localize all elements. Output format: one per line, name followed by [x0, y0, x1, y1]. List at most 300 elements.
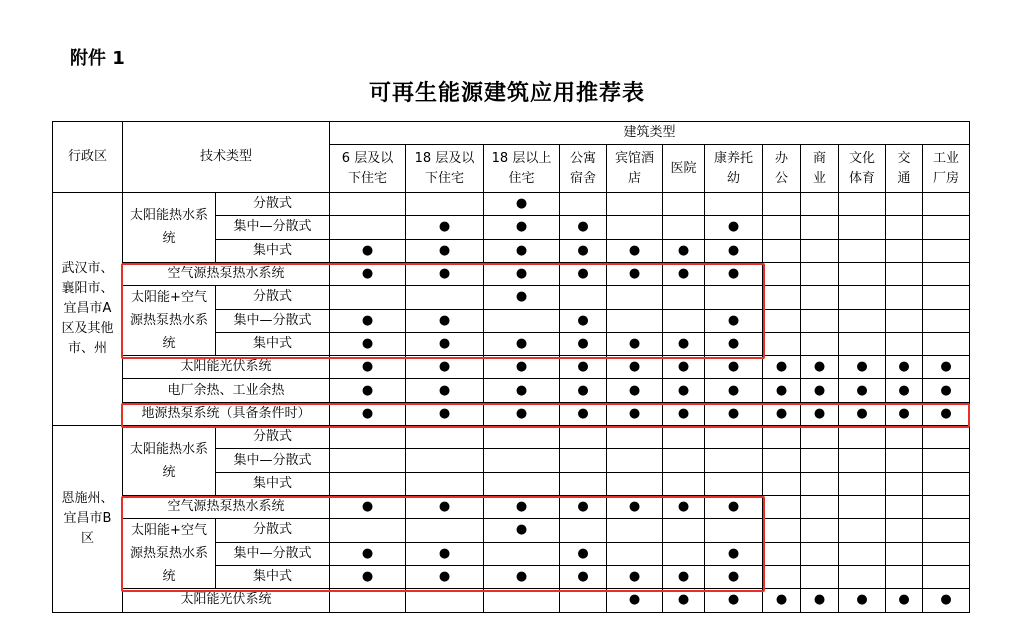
mark-cell [839, 193, 886, 216]
table-row [53, 379, 970, 402]
mark-cell [763, 472, 801, 495]
recommended-dot: ● [628, 569, 641, 585]
mark-cell [839, 239, 886, 262]
recommended-dot: ● [856, 405, 868, 421]
mark-cell [560, 402, 607, 425]
mark-cell [406, 239, 484, 262]
recommended-dot: ● [727, 219, 740, 235]
mark-cell [607, 309, 663, 332]
mark-cell [484, 565, 560, 588]
mark-cell [801, 495, 839, 518]
mark-cell [839, 216, 886, 239]
mark-cell [663, 262, 705, 285]
recommended-dot: ● [940, 382, 952, 398]
recommended-dot: ● [775, 359, 788, 375]
mark-cell [406, 472, 484, 495]
recommended-dot: ● [628, 336, 641, 352]
table-row [53, 519, 970, 542]
recommended-dot: ● [775, 592, 788, 608]
recommended-dot: ● [577, 545, 589, 561]
recommended-dot: ● [515, 499, 528, 515]
recommended-dot: ● [775, 382, 788, 398]
mark-cell [663, 332, 705, 355]
tech-group-cell: 太阳能热水系统 [123, 193, 216, 263]
mark-cell [763, 519, 801, 542]
header-tech-type: 技术类型 [123, 122, 330, 193]
recommended-dot: ● [515, 336, 528, 352]
recommended-dot: ● [628, 592, 641, 608]
column-header-7: 康养托幼 [705, 145, 763, 193]
mark-cell [663, 379, 705, 402]
mark-cell [763, 565, 801, 588]
recommended-dot: ● [515, 289, 528, 305]
mark-cell [763, 262, 801, 285]
mark-cell [607, 286, 663, 309]
recommended-dot: ● [361, 242, 374, 258]
recommended-dot: ● [438, 499, 451, 515]
recommended-dot: ● [515, 405, 528, 421]
mark-cell [406, 356, 484, 379]
recommended-dot: ● [577, 382, 589, 398]
mark-cell [886, 472, 923, 495]
recommended-dot: ● [361, 545, 374, 561]
recommended-dot: ● [727, 382, 740, 398]
mark-cell [484, 193, 560, 216]
mark-cell [406, 542, 484, 565]
mark-cell [484, 519, 560, 542]
column-header-10: 文化体育 [839, 145, 886, 193]
recommended-dot: ● [813, 405, 826, 421]
recommended-dot: ● [677, 405, 690, 421]
mark-cell [801, 286, 839, 309]
recommended-dot: ● [515, 266, 528, 282]
mark-cell [923, 565, 970, 588]
mark-cell [705, 472, 763, 495]
mark-cell [330, 519, 406, 542]
mark-cell [705, 193, 763, 216]
mark-cell [886, 402, 923, 425]
mark-cell [607, 216, 663, 239]
tech-subtype-cell: 分散式 [216, 426, 330, 449]
mark-cell [607, 332, 663, 355]
mark-cell [607, 356, 663, 379]
mark-cell [705, 565, 763, 588]
recommended-dot: ● [677, 336, 690, 352]
recommended-dot: ● [438, 359, 451, 375]
recommended-dot: ● [577, 405, 589, 421]
tech-label-cell: 电厂余热、工业余热 [123, 379, 330, 402]
mark-cell [607, 519, 663, 542]
mark-cell [923, 542, 970, 565]
recommended-dot: ● [515, 569, 528, 585]
mark-cell [560, 309, 607, 332]
mark-cell [801, 402, 839, 425]
mark-cell [801, 426, 839, 449]
mark-cell [801, 262, 839, 285]
mark-cell [560, 519, 607, 542]
mark-cell [560, 379, 607, 402]
mark-cell [801, 356, 839, 379]
mark-cell [801, 472, 839, 495]
mark-cell [484, 589, 560, 612]
tech-subtype-cell: 集中式 [216, 472, 330, 495]
mark-cell [839, 495, 886, 518]
recommended-dot: ● [856, 382, 868, 398]
mark-cell [663, 495, 705, 518]
mark-cell [484, 472, 560, 495]
mark-cell [839, 426, 886, 449]
recommended-dot: ● [515, 196, 528, 212]
mark-cell [801, 332, 839, 355]
recommended-dot: ● [677, 569, 690, 585]
mark-cell [886, 262, 923, 285]
page-title: 可再生能源建筑应用推荐表 [368, 80, 645, 106]
recommended-dot: ● [515, 522, 528, 538]
mark-cell [330, 309, 406, 332]
recommended-dot: ● [628, 499, 641, 515]
table-row [53, 495, 970, 518]
recommended-dot: ● [577, 242, 589, 258]
recommended-dot: ● [898, 382, 910, 398]
column-header-2: 18 层及以下住宅 [406, 145, 484, 193]
recommended-dot: ● [361, 266, 374, 282]
region-cell: 恩施州、宜昌市B区 [53, 426, 123, 612]
mark-cell [923, 309, 970, 332]
mark-cell [560, 495, 607, 518]
mark-cell [484, 426, 560, 449]
recommended-dot: ● [898, 405, 910, 421]
mark-cell [886, 542, 923, 565]
mark-cell [330, 565, 406, 588]
mark-cell [663, 565, 705, 588]
mark-cell [886, 519, 923, 542]
recommended-dot: ● [727, 592, 740, 608]
tech-label-cell: 太阳能光伏系统 [123, 589, 330, 612]
mark-cell [607, 193, 663, 216]
mark-cell [923, 426, 970, 449]
mark-cell [663, 356, 705, 379]
mark-cell [484, 402, 560, 425]
recommended-dot: ● [438, 266, 451, 282]
recommended-dot: ● [361, 569, 374, 585]
table-row [53, 426, 970, 449]
mark-cell [886, 565, 923, 588]
mark-cell [484, 542, 560, 565]
mark-cell [923, 286, 970, 309]
recommended-dot: ● [677, 266, 690, 282]
mark-cell [663, 519, 705, 542]
recommended-dot: ● [727, 359, 740, 375]
recommended-dot: ● [361, 312, 374, 328]
mark-cell [560, 332, 607, 355]
mark-cell [560, 216, 607, 239]
column-header-5: 宾馆酒店 [607, 145, 663, 193]
mark-cell [663, 239, 705, 262]
recommended-dot: ● [577, 219, 589, 235]
mark-cell [607, 565, 663, 588]
table-row [53, 589, 970, 612]
recommended-dot: ● [898, 359, 910, 375]
mark-cell [484, 286, 560, 309]
mark-cell [923, 262, 970, 285]
mark-cell [330, 262, 406, 285]
mark-cell [801, 519, 839, 542]
column-header-9: 商业 [801, 145, 839, 193]
mark-cell [839, 332, 886, 355]
recommended-dot: ● [438, 312, 451, 328]
mark-cell [663, 309, 705, 332]
recommended-dot: ● [813, 359, 826, 375]
mark-cell [484, 216, 560, 239]
mark-cell [607, 542, 663, 565]
table-row [53, 286, 970, 309]
recommended-dot: ● [813, 592, 826, 608]
table-row [53, 193, 970, 216]
tech-label-cell: 空气源热泵热水系统 [123, 262, 330, 285]
mark-cell [763, 449, 801, 472]
tech-subtype-cell: 集中式 [216, 565, 330, 588]
column-header-8: 办公 [763, 145, 801, 193]
mark-cell [886, 286, 923, 309]
mark-cell [406, 426, 484, 449]
recommended-dot: ● [727, 242, 740, 258]
mark-cell [560, 565, 607, 588]
recommended-dot: ● [361, 359, 374, 375]
header-building-types: 建筑类型 [330, 122, 970, 145]
recommendation-table [52, 121, 970, 613]
tech-label-cell: 空气源热泵热水系统 [123, 495, 330, 518]
tech-subtype-cell: 集中—分散式 [216, 542, 330, 565]
recommended-dot: ● [361, 336, 374, 352]
recommended-dot: ● [628, 359, 641, 375]
mark-cell [705, 542, 763, 565]
recommended-dot: ● [727, 569, 740, 585]
mark-cell [607, 426, 663, 449]
mark-cell [801, 542, 839, 565]
mark-cell [607, 495, 663, 518]
mark-cell [330, 495, 406, 518]
mark-cell [607, 589, 663, 612]
recommended-dot: ● [677, 499, 690, 515]
mark-cell [705, 402, 763, 425]
mark-cell [886, 239, 923, 262]
mark-cell [406, 402, 484, 425]
mark-cell [663, 472, 705, 495]
header-region: 行政区 [53, 122, 123, 193]
column-header-6: 医院 [663, 145, 705, 193]
mark-cell [663, 402, 705, 425]
tech-subtype-cell: 集中—分散式 [216, 309, 330, 332]
recommended-dot: ● [898, 592, 910, 608]
mark-cell [763, 239, 801, 262]
mark-cell [801, 239, 839, 262]
mark-cell [560, 262, 607, 285]
mark-cell [763, 309, 801, 332]
tech-label-cell: 太阳能光伏系统 [123, 356, 330, 379]
mark-cell [886, 216, 923, 239]
table-row [53, 356, 970, 379]
mark-cell [801, 216, 839, 239]
tech-subtype-cell: 集中—分散式 [216, 216, 330, 239]
mark-cell [763, 286, 801, 309]
mark-cell [923, 332, 970, 355]
mark-cell [330, 402, 406, 425]
column-header-1: 6 层及以下住宅 [330, 145, 406, 193]
mark-cell [886, 426, 923, 449]
mark-cell [560, 589, 607, 612]
mark-cell [560, 542, 607, 565]
mark-cell [484, 449, 560, 472]
mark-cell [484, 332, 560, 355]
recommended-dot: ● [727, 405, 740, 421]
recommended-dot: ● [628, 382, 641, 398]
mark-cell [886, 309, 923, 332]
recommended-dot: ● [438, 405, 451, 421]
recommended-dot: ● [677, 592, 690, 608]
mark-cell [484, 309, 560, 332]
mark-cell [484, 262, 560, 285]
recommended-dot: ● [677, 382, 690, 398]
mark-cell [484, 356, 560, 379]
mark-cell [705, 332, 763, 355]
mark-cell [839, 356, 886, 379]
mark-cell [330, 449, 406, 472]
recommended-dot: ● [577, 336, 589, 352]
recommended-dot: ● [727, 336, 740, 352]
mark-cell [839, 565, 886, 588]
mark-cell [923, 449, 970, 472]
tech-group-cell: 太阳能+空气源热泵热水系统 [123, 286, 216, 356]
mark-cell [330, 239, 406, 262]
mark-cell [839, 286, 886, 309]
mark-cell [923, 379, 970, 402]
attachment-label: 附件 1 [70, 48, 125, 69]
mark-cell [406, 495, 484, 518]
mark-cell [763, 332, 801, 355]
mark-cell [763, 216, 801, 239]
tech-subtype-cell: 集中—分散式 [216, 449, 330, 472]
recommended-dot: ● [361, 499, 374, 515]
mark-cell [886, 193, 923, 216]
recommended-dot: ● [515, 359, 528, 375]
mark-cell [763, 402, 801, 425]
recommended-dot: ● [727, 545, 740, 561]
mark-cell [923, 216, 970, 239]
mark-cell [560, 472, 607, 495]
tech-subtype-cell: 集中式 [216, 239, 330, 262]
recommended-dot: ● [813, 382, 826, 398]
mark-cell [560, 239, 607, 262]
recommended-dot: ● [628, 242, 641, 258]
mark-cell [484, 495, 560, 518]
recommended-dot: ● [677, 242, 690, 258]
recommended-dot: ● [438, 242, 451, 258]
mark-cell [705, 495, 763, 518]
column-header-4: 公寓宿舍 [560, 145, 607, 193]
mark-cell [663, 216, 705, 239]
mark-cell [801, 309, 839, 332]
mark-cell [663, 449, 705, 472]
tech-label-cell: 地源热泵系统（具备条件时） [123, 402, 330, 425]
mark-cell [801, 449, 839, 472]
mark-cell [560, 426, 607, 449]
mark-cell [607, 449, 663, 472]
mark-cell [705, 379, 763, 402]
recommended-dot: ● [577, 266, 589, 282]
mark-cell [705, 309, 763, 332]
mark-cell [705, 239, 763, 262]
mark-cell [406, 379, 484, 402]
mark-cell [705, 356, 763, 379]
recommended-dot: ● [677, 359, 690, 375]
recommended-dot: ● [856, 592, 868, 608]
mark-cell [705, 262, 763, 285]
mark-cell [406, 565, 484, 588]
mark-cell [560, 356, 607, 379]
tech-group-cell: 太阳能热水系统 [123, 426, 216, 496]
mark-cell [839, 542, 886, 565]
mark-cell [886, 332, 923, 355]
mark-cell [763, 356, 801, 379]
mark-cell [705, 286, 763, 309]
mark-cell [607, 379, 663, 402]
mark-cell [406, 449, 484, 472]
mark-cell [663, 193, 705, 216]
recommended-dot: ● [438, 569, 451, 585]
mark-cell [330, 216, 406, 239]
mark-cell [801, 193, 839, 216]
mark-cell [607, 402, 663, 425]
mark-cell [406, 519, 484, 542]
mark-cell [923, 495, 970, 518]
mark-cell [801, 379, 839, 402]
mark-cell [839, 449, 886, 472]
mark-cell [923, 402, 970, 425]
recommended-dot: ● [727, 266, 740, 282]
mark-cell [607, 239, 663, 262]
mark-cell [406, 216, 484, 239]
mark-cell [330, 379, 406, 402]
table-row [53, 262, 970, 285]
recommended-dot: ● [577, 499, 589, 515]
mark-cell [839, 379, 886, 402]
mark-cell [763, 589, 801, 612]
recommended-dot: ● [628, 405, 641, 421]
column-header-11: 交通 [886, 145, 923, 193]
recommended-dot: ● [515, 382, 528, 398]
recommended-dot: ● [628, 266, 641, 282]
mark-cell [801, 589, 839, 612]
recommended-dot: ● [727, 499, 740, 515]
mark-cell [763, 379, 801, 402]
mark-cell [763, 542, 801, 565]
recommended-dot: ● [438, 545, 451, 561]
column-header-12: 工业厂房 [923, 145, 970, 193]
mark-cell [886, 449, 923, 472]
tech-subtype-cell: 分散式 [216, 193, 330, 216]
tech-subtype-cell: 分散式 [216, 286, 330, 309]
recommended-dot: ● [727, 312, 740, 328]
mark-cell [839, 262, 886, 285]
recommended-dot: ● [577, 359, 589, 375]
mark-cell [923, 472, 970, 495]
recommended-dot: ● [361, 405, 374, 421]
recommended-dot: ● [515, 219, 528, 235]
mark-cell [663, 589, 705, 612]
table-row [53, 402, 970, 425]
mark-cell [801, 565, 839, 588]
recommended-dot: ● [856, 359, 868, 375]
